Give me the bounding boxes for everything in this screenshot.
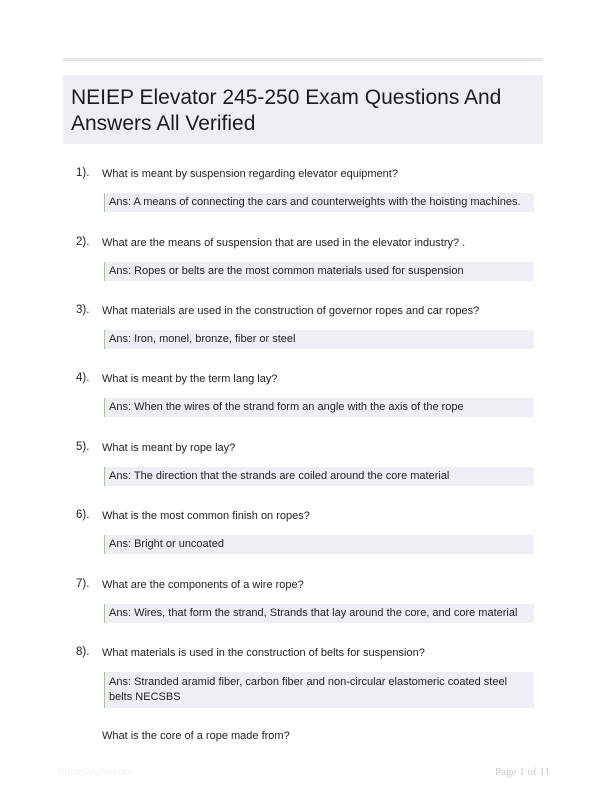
question-text: What are the components of a wire rope? bbox=[102, 579, 304, 591]
title-banner bbox=[63, 75, 543, 144]
answer-box: Ans: Iron, monel, bronze, fiber or steel bbox=[104, 330, 534, 349]
question-number: 2). bbox=[76, 236, 90, 248]
question-number: 5). bbox=[76, 441, 90, 453]
question-text: What is meant by rope lay? bbox=[102, 442, 236, 454]
answer-box: Ans: When the wires of the strand form an angle with the axis of the rope bbox=[104, 398, 534, 417]
page-indicator: Page 1 of 11 bbox=[495, 766, 550, 778]
question-text: What is meant by the term lang lay? bbox=[102, 373, 278, 385]
question-text: What are the means of suspension that are used in the elevator industry? . bbox=[102, 237, 466, 249]
question-number: 4). bbox=[76, 372, 90, 384]
question-text: What materials is used in the construction of belts for suspension? bbox=[102, 647, 425, 659]
answer-box: Ans: Ropes or belts are the most common materials used for suspension bbox=[104, 262, 534, 281]
answer-box: Ans: Bright or uncoated bbox=[104, 535, 534, 554]
question-number: 3). bbox=[76, 304, 90, 316]
question-text: What is meant by suspension regarding elevator equipment? bbox=[102, 168, 398, 180]
question-text: What is the core of a rope made from? bbox=[102, 730, 290, 742]
question-number: 6). bbox=[76, 509, 90, 521]
answer-box: Ans: Stranded aramid fiber, carbon fiber and non-circular elastomeric coated steel belts NECSBS bbox=[104, 672, 534, 708]
question-text: What is the most common finish on ropes? bbox=[102, 510, 310, 522]
answer-box: Ans: Wires, that form the strand, Strands that lay around the core, and core material bbox=[104, 604, 534, 623]
answer-box: Ans: The direction that the strands are coiled around the core material bbox=[104, 467, 534, 486]
question-number: 7). bbox=[76, 578, 90, 590]
footer-watermark: PaperWorld.com bbox=[58, 767, 133, 778]
question-text: What materials are used in the construction of governor ropes and car ropes? bbox=[102, 305, 480, 317]
question-number: 8). bbox=[76, 646, 90, 658]
top-divider bbox=[63, 58, 543, 61]
document-title: NEIEP Elevator 245-250 Exam Questions And Answers All Verified bbox=[71, 86, 502, 135]
question-number: 1). bbox=[76, 167, 90, 179]
answer-box: Ans: A means of connecting the cars and counterweights with the hoisting machines. bbox=[104, 193, 534, 212]
